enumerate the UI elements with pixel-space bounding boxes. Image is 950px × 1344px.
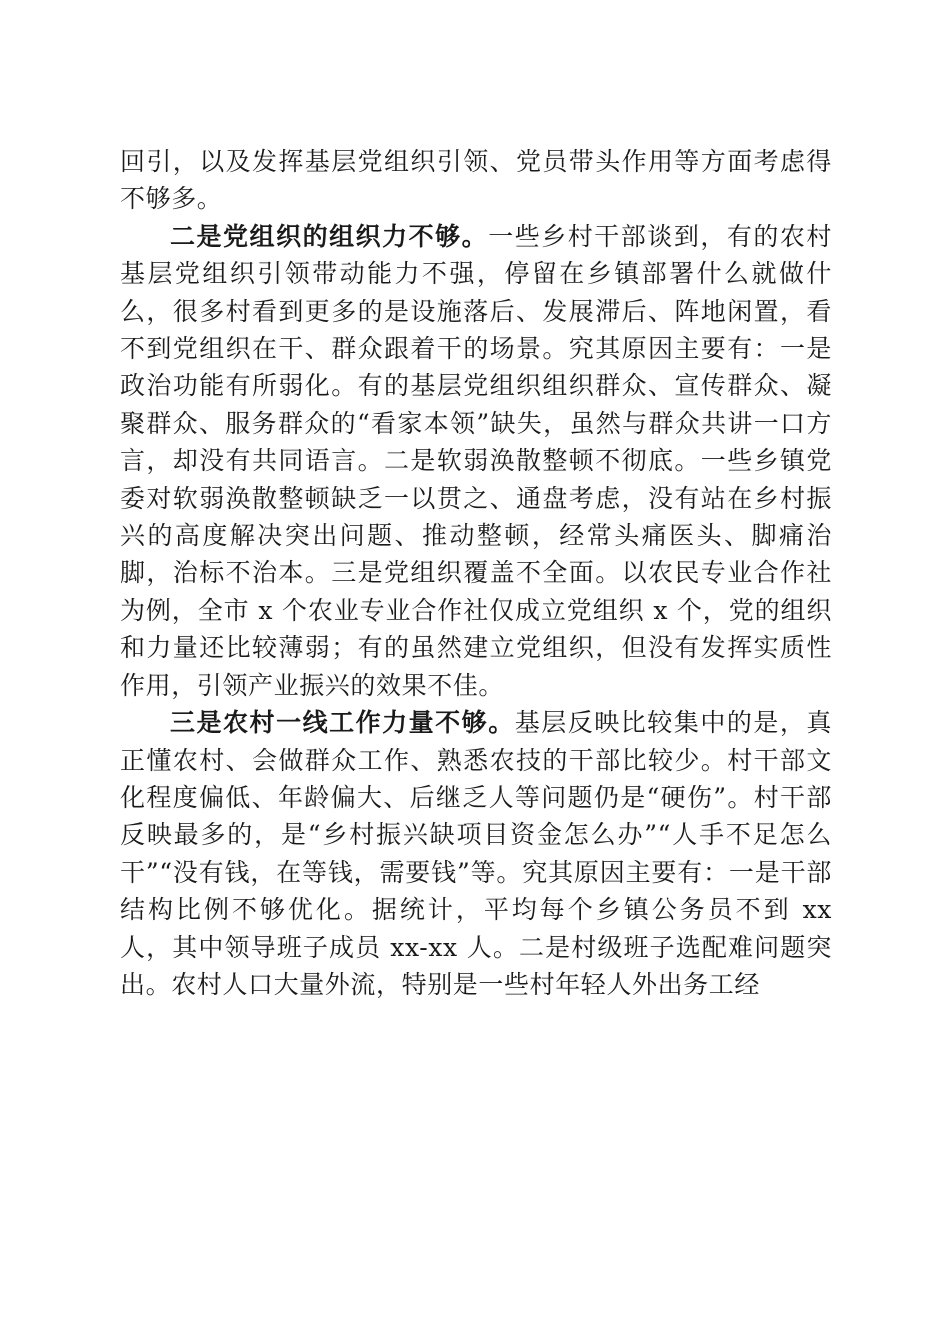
paragraph-2-body: 一些乡村干部谈到，有的农村基层党组织引领带动能力不强，停留在乡镇部署什么就做什么，很多村看到更多的是设施落后、发展滞后、阵地闲置，看不到党组织在干、群众跟着干的场景。究其原因主要有：一是政治功能有所弱化。有的基层党组织组织群众、宣传群众、凝聚群众、服务群众的“看家本领”缺失，虽然与群众共讲一口方言，却没有共同语言。二是软弱涣散整顿不彻底。一些乡镇党委对软弱涣散整顿缺乏一以贯之、通盘考虑，没有站在乡村振兴的高度解决突出问题、推动整顿，经常头痛医头、脚痛治脚，治标不治本。三是党组织覆盖不全面。以农民专业合作社为例，全市 x 个农业专业合作社仅成立党组织 x 个，党的组织和力量还比较薄弱；有的虽然建立党组织，但没有发挥实质性作用，引领产业振兴的效果不佳。 — [120, 221, 832, 700]
paragraph-3-body: 基层反映比较集中的是，真正懂农村、会做群众工作、熟悉农技的干部比较少。村干部文化程度偏低、年龄偏大、后继乏人等问题仍是“硬伤”。村干部反映最多的，是“乡村振兴缺项目资金怎么办”“人手不足怎么干”“没有钱，在等钱，需要钱”等。究其原因主要有：一是干部结构比例不够优化。据统计，平均每个乡镇公务员不到 xx 人，其中领导班子成员 xx-xx 人。二是村级班子选配难问题突出。农村人口大量外流，特别是一些村年轻人外出务工经 — [120, 708, 832, 999]
paragraph-3-heading: 三是农村一线工作力量不够。 — [170, 708, 515, 738]
paragraph-continuation — [120, 143, 832, 218]
paragraph-organization-strength — [120, 218, 832, 704]
paragraph-frontline-workforce — [120, 704, 832, 1003]
document-page — [120, 143, 832, 1003]
paragraph-2-heading: 二是党组织的组织力不够。 — [170, 221, 489, 251]
paragraph-1-body: 回引，以及发挥基层党组织引领、党员带头作用等方面考虑得不够多。 — [120, 147, 832, 214]
